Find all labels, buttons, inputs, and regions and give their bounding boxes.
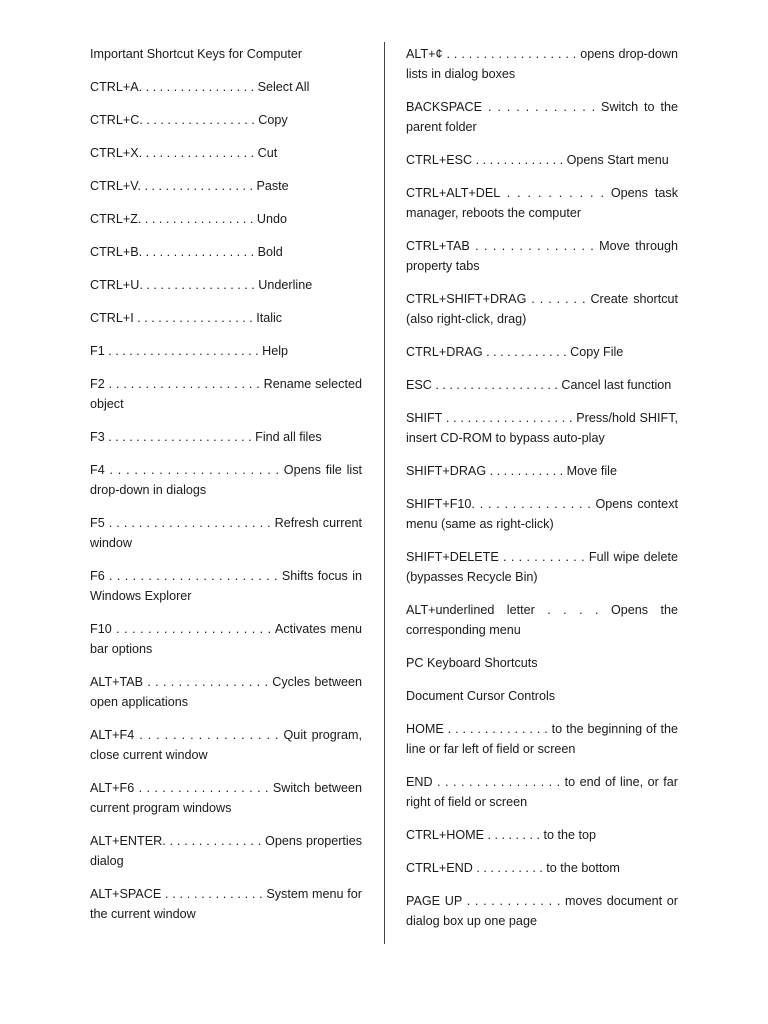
left-shortcut-entry: CTRL+U. . . . . . . . . . . . . . . . . Underline — [90, 278, 313, 292]
left-shortcut-entry: CTRL+B. . . . . . . . . . . . . . . . . Bold — [90, 245, 283, 259]
left-shortcut-entry: F5 . . . . . . . . . . . . . . . . . . . . . . Refresh current window — [90, 516, 362, 550]
right-column — [406, 44, 678, 944]
left-shortcut-entry: F1 . . . . . . . . . . . . . . . . . . . . . . Help — [90, 344, 289, 358]
left-shortcut-entry: ALT+F6 . . . . . . . . . . . . . . . . . Switch between current program windows — [90, 781, 362, 815]
right-shortcut-entry: END . . . . . . . . . . . . . . . . to end of line, or far right of field or screen — [406, 775, 678, 809]
right-shortcut-entry: BACKSPACE . . . . . . . . . . . . Switch to the parent folder — [406, 100, 678, 134]
right-shortcut-entry: ALT+¢ . . . . . . . . . . . . . . . . . . opens drop-down lists in dialog boxes — [406, 47, 678, 81]
left-shortcut-entry: CTRL+Z. . . . . . . . . . . . . . . . . Undo — [90, 212, 288, 226]
left-shortcut-entry: ALT+SPACE . . . . . . . . . . . . . . System menu for the current window — [90, 887, 362, 921]
right-shortcut-entry: HOME . . . . . . . . . . . . . . to the beginning of the line or far left of field or screen — [406, 722, 678, 756]
right-shortcut-entry: ALT+underlined letter . . . . Opens the corresponding menu — [406, 603, 678, 637]
right-shortcut-entry: PAGE UP . . . . . . . . . . . . moves document or dialog box up one page — [406, 894, 678, 928]
left-shortcut-entry: F2 . . . . . . . . . . . . . . . . . . . . . Rename selected object — [90, 377, 362, 411]
left-column — [90, 44, 362, 937]
left-shortcut-entry: F4 . . . . . . . . . . . . . . . . . . . . . Opens file list drop-down in dialogs — [90, 463, 362, 497]
left-shortcut-entry: CTRL+C. . . . . . . . . . . . . . . . . Copy — [90, 113, 288, 127]
right-shortcut-entry: SHIFT+F10. . . . . . . . . . . . . . . Opens context menu (same as right-click) — [406, 497, 678, 531]
left-shortcut-entry: ALT+F4 . . . . . . . . . . . . . . . . . Quit program, close current window — [90, 728, 362, 762]
left-shortcut-entry: CTRL+X. . . . . . . . . . . . . . . . . Cut — [90, 146, 278, 160]
right-heading: PC Keyboard Shortcuts — [406, 656, 538, 670]
right-shortcut-entry: CTRL+ALT+DEL . . . . . . . . . . Opens task manager, reboots the computer — [406, 186, 678, 220]
left-shortcut-entry: ALT+TAB . . . . . . . . . . . . . . . . Cycles between open applications — [90, 675, 362, 709]
right-shortcut-entry: CTRL+TAB . . . . . . . . . . . . . . Move through property tabs — [406, 239, 678, 273]
right-shortcut-entry: SHIFT+DRAG . . . . . . . . . . . Move file — [406, 464, 617, 478]
right-shortcut-entry: CTRL+HOME . . . . . . . . to the top — [406, 828, 597, 842]
right-shortcut-entry: SHIFT . . . . . . . . . . . . . . . . . . Press/hold SHIFT, insert CD-ROM to bypass auto-play — [406, 411, 678, 445]
left-shortcut-entry: CTRL+A. . . . . . . . . . . . . . . . . Select All — [90, 80, 310, 94]
left-shortcut-entry: CTRL+I . . . . . . . . . . . . . . . . . Italic — [90, 311, 283, 325]
left-shortcut-entry: CTRL+V. . . . . . . . . . . . . . . . . Paste — [90, 179, 289, 193]
right-shortcut-entry: ESC . . . . . . . . . . . . . . . . . . Cancel last function — [406, 378, 672, 392]
right-heading: Document Cursor Controls — [406, 689, 556, 703]
right-shortcut-entry: CTRL+DRAG . . . . . . . . . . . . Copy File — [406, 345, 624, 359]
left-shortcut-entry: F6 . . . . . . . . . . . . . . . . . . . . . . Shifts focus in Windows Explorer — [90, 569, 362, 603]
right-shortcut-entry: CTRL+ESC . . . . . . . . . . . . . Opens Start menu — [406, 153, 669, 167]
right-shortcut-entry: CTRL+END . . . . . . . . . . to the bottom — [406, 861, 620, 875]
left-shortcut-entry: F10 . . . . . . . . . . . . . . . . . . . . Activates menu bar options — [90, 622, 362, 656]
right-shortcut-entry: CTRL+SHIFT+DRAG . . . . . . . Create shortcut (also right-click, drag) — [406, 292, 678, 326]
column-divider — [384, 42, 385, 944]
left-heading: Important Shortcut Keys for Computer — [90, 47, 303, 61]
left-shortcut-entry: ALT+ENTER. . . . . . . . . . . . . . Opens properties dialog — [90, 834, 362, 868]
left-shortcut-entry: F3 . . . . . . . . . . . . . . . . . . . . . Find all files — [90, 430, 322, 444]
right-shortcut-entry: SHIFT+DELETE . . . . . . . . . . . Full wipe delete (bypasses Recycle Bin) — [406, 550, 678, 584]
